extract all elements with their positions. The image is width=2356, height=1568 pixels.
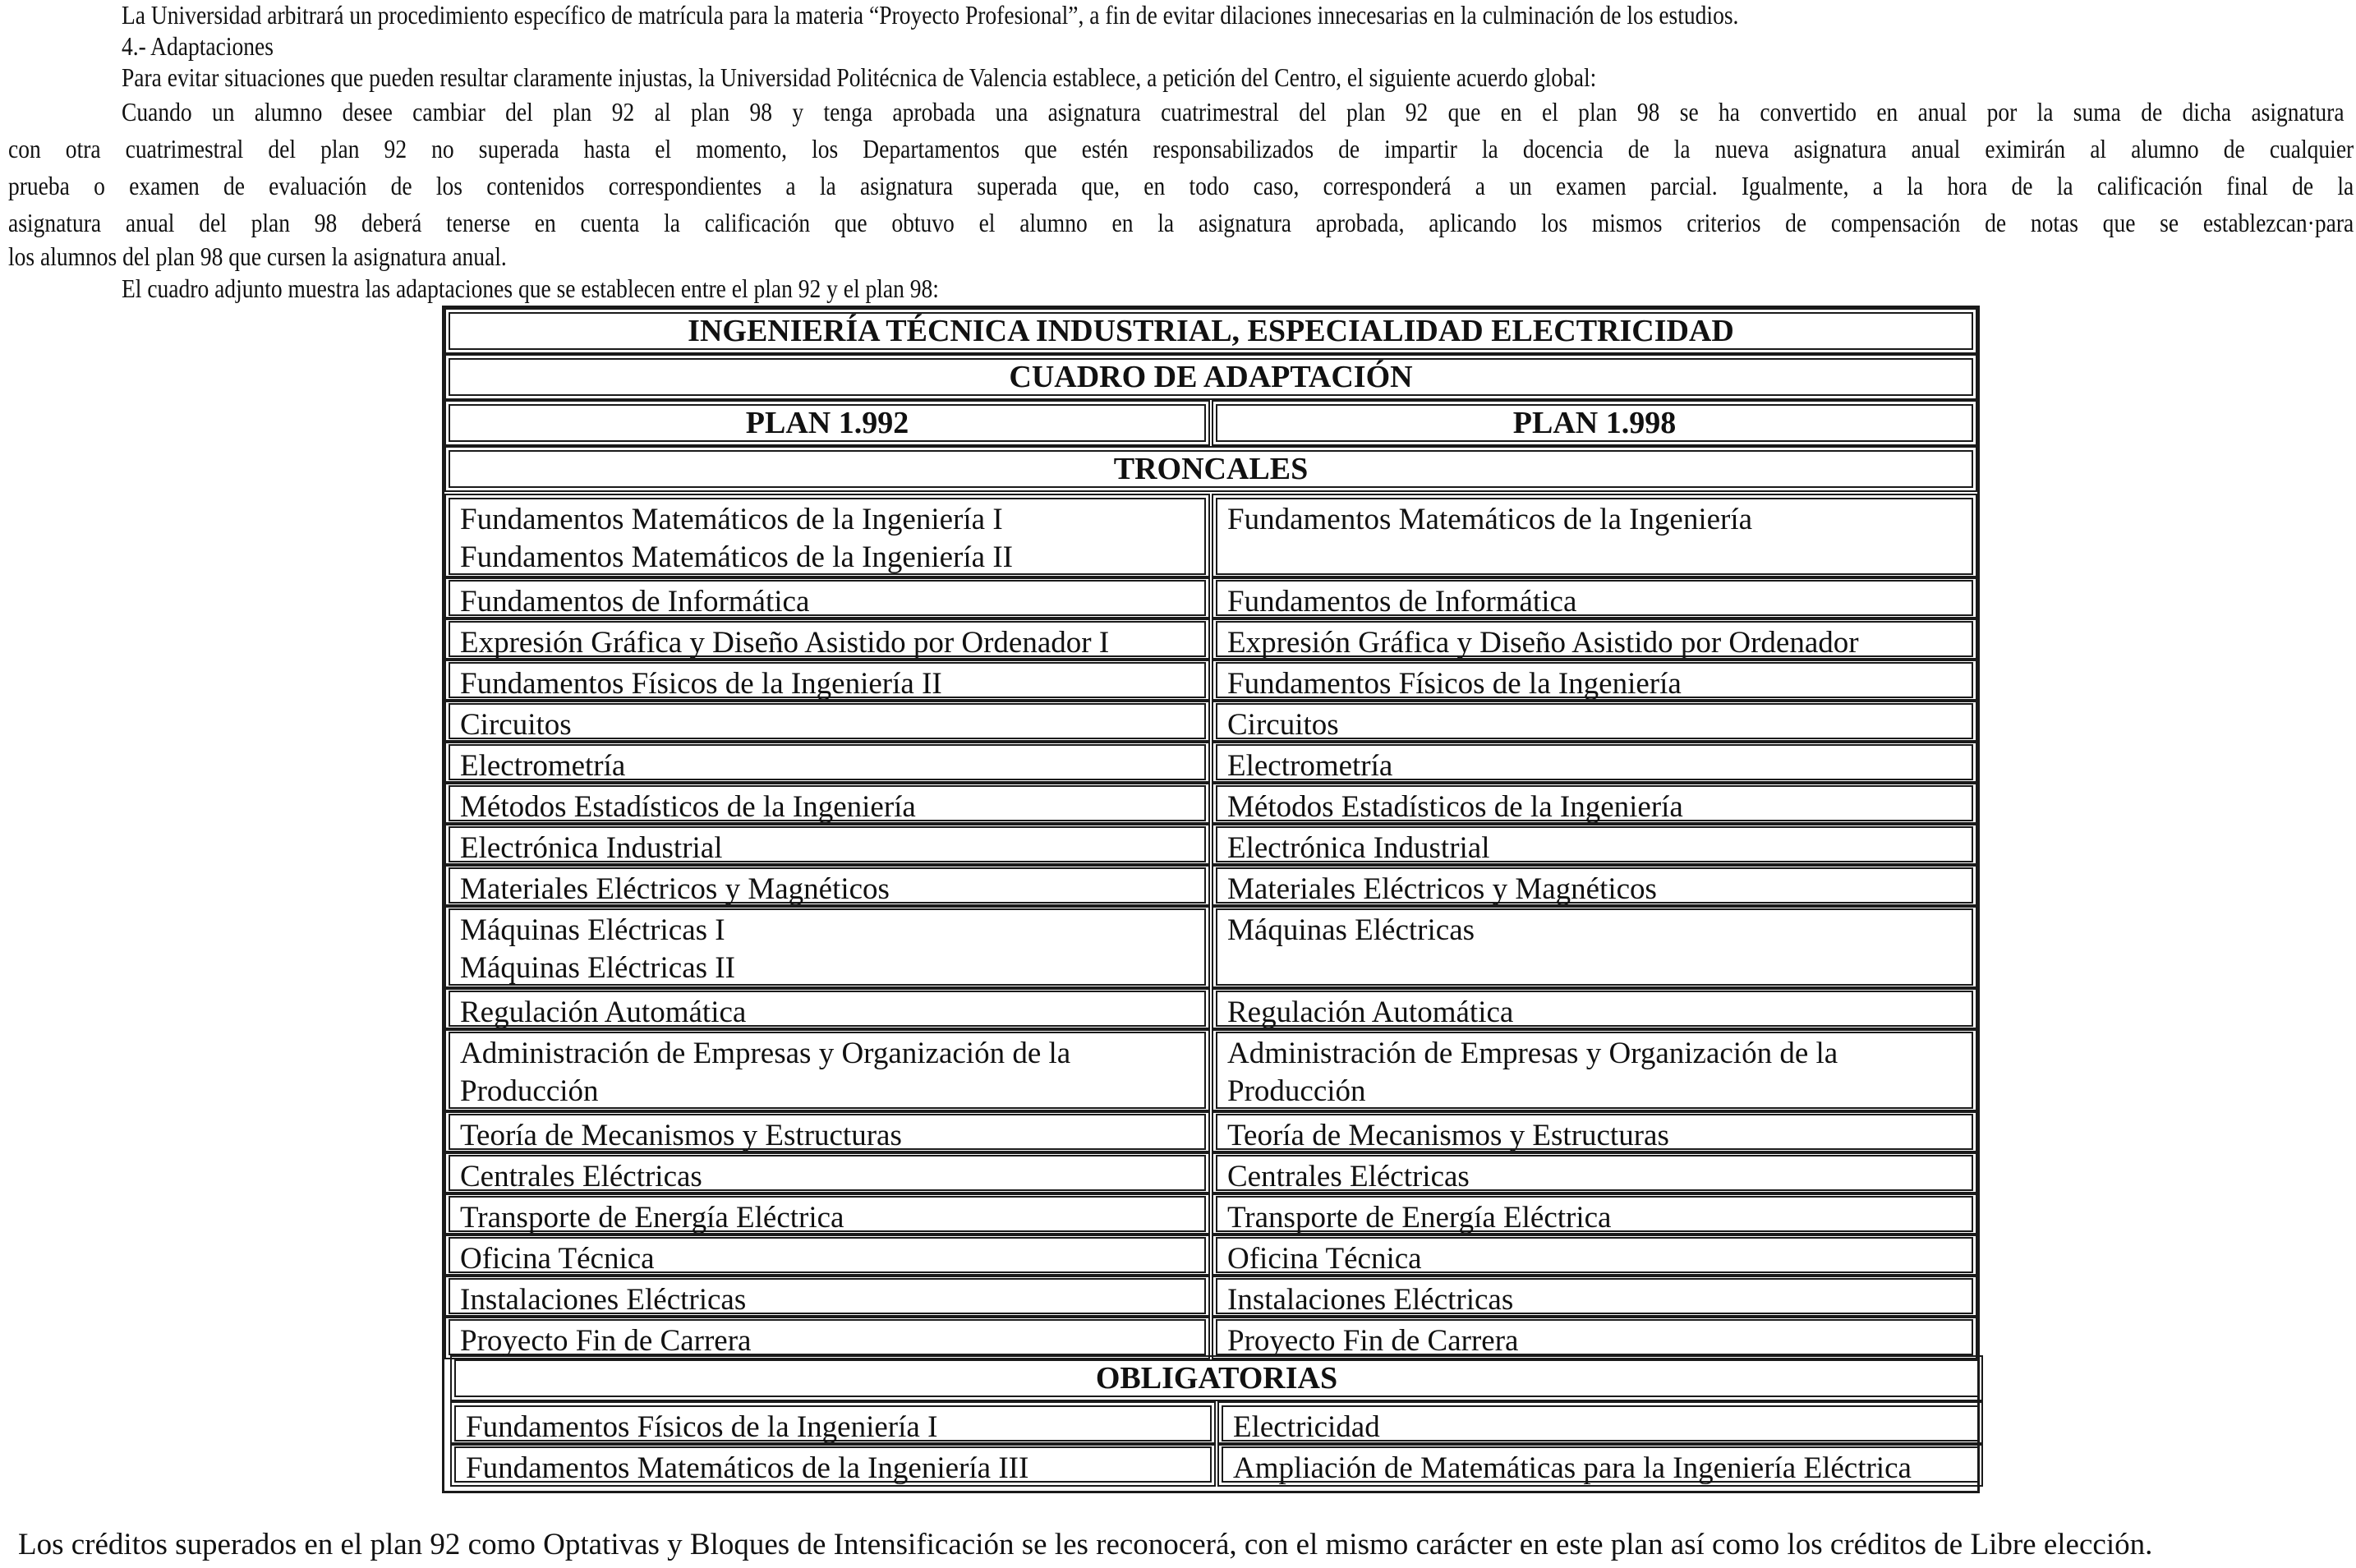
plan-1998-cell bbox=[1216, 1155, 1973, 1191]
plan-1998-subject: Ampliación de Matemáticas para la Ingeniería Eléctrica bbox=[1233, 1451, 1912, 1485]
paragraph-3-line-5: los alumnos del plan 98 que cursen la asignatura anual. bbox=[8, 241, 507, 271]
section-obligatorias: OBLIGATORIAS bbox=[454, 1359, 1979, 1397]
plan-1992-cell bbox=[449, 1155, 1206, 1191]
plan-1998-subject: Teoría de Mecanismos y Estructuras bbox=[1227, 1119, 1669, 1152]
plan-1998-cell bbox=[1222, 1405, 1979, 1442]
section-troncales: TRONCALES bbox=[449, 450, 1973, 488]
plan-1992-subject: Fundamentos Matemáticos de la Ingeniería I bbox=[460, 503, 1003, 536]
plan-1998-subject: Circuitos bbox=[1227, 708, 1339, 742]
plan-1992-subject: Fundamentos Matemáticos de la Ingeniería III bbox=[466, 1451, 1029, 1485]
plan-1992-subject-continued: Producción bbox=[460, 1074, 599, 1108]
plan-1998-subject: Expresión Gráfica y Diseño Asistido por Ordenador bbox=[1227, 626, 1859, 660]
plan-1992-subject: Fundamentos de Informática bbox=[460, 585, 810, 618]
plan-1998-subject: Transporte de Energía Eléctrica bbox=[1227, 1201, 1612, 1235]
plan-1992-subject: Electrónica Industrial bbox=[460, 831, 723, 865]
plan-1992-cell bbox=[449, 991, 1206, 1027]
plan-1992-subject: Expresión Gráfica y Diseño Asistido por Ordenador I bbox=[460, 626, 1110, 660]
plan-1992-cell bbox=[449, 1237, 1206, 1276]
plan-1992-cell bbox=[449, 498, 1206, 575]
plan-1992-cell bbox=[449, 1114, 1206, 1150]
plan-1992-subject-continued: Fundamentos Matemáticos de la Ingeniería II bbox=[460, 540, 1013, 574]
plan-1998-subject: Electricidad bbox=[1233, 1410, 1380, 1444]
plan-1992-cell bbox=[449, 867, 1206, 904]
plan-1998-cell bbox=[1216, 1114, 1973, 1150]
table-subtitle: CUADRO DE ADAPTACIÓN bbox=[449, 358, 1973, 396]
plan-1998-subject: Centrales Eléctricas bbox=[1227, 1160, 1470, 1193]
paragraph-3-line-3: prueba o examen de evaluación de los contenidos correspondientes a la asignatura superada que, en todo caso, corresponderá a un examen parcial. Igualmente, a la hora de la calificación final de la bbox=[8, 171, 2354, 200]
plan-1992-subject-continued: Máquinas Eléctricas II bbox=[460, 951, 735, 985]
plan-1992-cell bbox=[449, 1032, 1206, 1109]
column-header-plan-1998: PLAN 1.998 bbox=[1216, 404, 1973, 442]
plan-1992-subject: Métodos Estadísticos de la Ingeniería bbox=[460, 790, 916, 824]
plan-1998-subject-continued: Producción bbox=[1227, 1074, 1366, 1108]
plan-1998-cell bbox=[1216, 1319, 1973, 1358]
plan-1998-cell bbox=[1216, 826, 1973, 865]
plan-1992-subject: Oficina Técnica bbox=[460, 1242, 655, 1276]
plan-1998-subject: Regulación Automática bbox=[1227, 996, 1514, 1029]
paragraph-3-line-2: con otra cuatrimestral del plan 92 no superada hasta el momento, los Departamentos que estén responsabilizados de impartir la docencia de la nueva asignatura anual eximirán al alumno de cualquier bbox=[8, 134, 2354, 163]
plan-1992-subject: Fundamentos Físicos de la Ingeniería I bbox=[466, 1410, 938, 1444]
plan-1998-cell bbox=[1216, 1237, 1973, 1276]
plan-1992-cell bbox=[449, 785, 1206, 824]
plan-1992-cell bbox=[454, 1446, 1212, 1483]
plan-1998-subject: Electrometría bbox=[1227, 749, 1393, 783]
paragraph-3-line-1: Cuando un alumno desee cambiar del plan 92 al plan 98 y tenga aprobada una asignatura cuatrimestral del plan 92 que en el plan 98 se ha convertido en anual por la suma de dicha asignatura bbox=[122, 97, 2344, 126]
plan-1992-subject: Teoría de Mecanismos y Estructuras bbox=[460, 1119, 902, 1152]
plan-1998-cell bbox=[1216, 908, 1973, 986]
plan-1998-subject: Fundamentos Matemáticos de la Ingeniería bbox=[1227, 503, 1753, 536]
plan-1992-subject: Administración de Empresas y Organización de la bbox=[460, 1037, 1071, 1070]
plan-1992-subject: Transporte de Energía Eléctrica bbox=[460, 1201, 844, 1235]
plan-1998-subject: Fundamentos Físicos de la Ingeniería bbox=[1227, 667, 1682, 701]
plan-1998-subject: Oficina Técnica bbox=[1227, 1242, 1422, 1276]
plan-1998-subject: Instalaciones Eléctricas bbox=[1227, 1283, 1514, 1317]
plan-1998-subject: Métodos Estadísticos de la Ingeniería bbox=[1227, 790, 1683, 824]
intro-line-1: La Universidad arbitrará un procedimiento específico de matrícula para la materia “Proyecto Profesional”, a fin de evitar dilaciones innecesarias en la culminación de los estudios. bbox=[122, 0, 1739, 30]
plan-1992-cell bbox=[449, 580, 1206, 616]
plan-1992-cell bbox=[449, 1278, 1206, 1317]
plan-1998-cell bbox=[1216, 1278, 1973, 1317]
footer-note: Los créditos superados en el plan 92 como Optativas y Bloques de Intensificación se les reconocerá, con el mismo carácter en este plan así como los créditos de Libre elección. bbox=[18, 1528, 2153, 1561]
intro-line-2: Para evitar situaciones que pueden resultar claramente injustas, la Universidad Politécnica de Valencia establece, a petición del Centro, el siguiente acuerdo global: bbox=[122, 62, 1597, 92]
paragraph-3-line-4: asignatura anual del plan 98 deberá tenerse en cuenta la calificación que obtuvo el alumno en la asignatura aprobada, aplicando los mismos criterios de compensación de notas que se establezcan·para bbox=[8, 208, 2354, 237]
plan-1992-cell bbox=[449, 621, 1206, 660]
plan-1998-subject: Materiales Eléctricos y Magnéticos bbox=[1227, 872, 1657, 906]
plan-1998-cell bbox=[1216, 580, 1973, 616]
plan-1998-cell bbox=[1222, 1446, 1979, 1483]
column-header-plan-1992: PLAN 1.992 bbox=[449, 404, 1206, 442]
plan-1998-cell bbox=[1216, 621, 1973, 660]
plan-1992-subject: Centrales Eléctricas bbox=[460, 1160, 702, 1193]
plan-1998-cell bbox=[1216, 785, 1973, 824]
plan-1998-cell bbox=[1216, 744, 1973, 783]
plan-1992-subject: Materiales Eléctricos y Magnéticos bbox=[460, 872, 890, 906]
plan-1998-cell bbox=[1216, 1032, 1973, 1109]
plan-1998-cell bbox=[1216, 991, 1973, 1027]
plan-1992-subject: Instalaciones Eléctricas bbox=[460, 1283, 747, 1317]
plan-1992-cell bbox=[449, 1196, 1206, 1235]
plan-1992-subject: Regulación Automática bbox=[460, 996, 747, 1029]
plan-1998-cell bbox=[1216, 703, 1973, 742]
plan-1992-cell bbox=[449, 1319, 1206, 1358]
table-title: INGENIERÍA TÉCNICA INDUSTRIAL, ESPECIALIDAD ELECTRICIDAD bbox=[449, 312, 1973, 350]
plan-1998-cell bbox=[1216, 1196, 1973, 1235]
plan-1992-cell bbox=[449, 703, 1206, 742]
plan-1998-subject: Proyecto Fin de Carrera bbox=[1227, 1324, 1519, 1358]
plan-1998-cell bbox=[1216, 867, 1973, 904]
plan-1992-cell bbox=[454, 1405, 1212, 1442]
plan-1998-subject: Máquinas Eléctricas bbox=[1227, 913, 1475, 947]
plan-1998-cell bbox=[1216, 662, 1973, 701]
plan-1992-subject: Máquinas Eléctricas I bbox=[460, 913, 725, 947]
plan-1992-subject: Proyecto Fin de Carrera bbox=[460, 1324, 752, 1358]
plan-1992-cell bbox=[449, 744, 1206, 783]
plan-1998-cell bbox=[1216, 498, 1973, 575]
plan-1998-subject: Fundamentos de Informática bbox=[1227, 585, 1577, 618]
plan-1992-subject: Fundamentos Físicos de la Ingeniería II bbox=[460, 667, 942, 701]
plan-1998-subject: Administración de Empresas y Organización de la bbox=[1227, 1037, 1838, 1070]
plan-1992-cell bbox=[449, 908, 1206, 986]
plan-1998-subject: Electrónica Industrial bbox=[1227, 831, 1490, 865]
section-heading: 4.- Adaptaciones bbox=[122, 31, 274, 61]
plan-1992-subject: Circuitos bbox=[460, 708, 572, 742]
plan-1992-cell bbox=[449, 662, 1206, 701]
plan-1992-subject: Electrometría bbox=[460, 749, 626, 783]
intro-line-4: El cuadro adjunto muestra las adaptaciones que se establecen entre el plan 92 y el plan 98: bbox=[122, 274, 939, 303]
plan-1992-cell bbox=[449, 826, 1206, 865]
